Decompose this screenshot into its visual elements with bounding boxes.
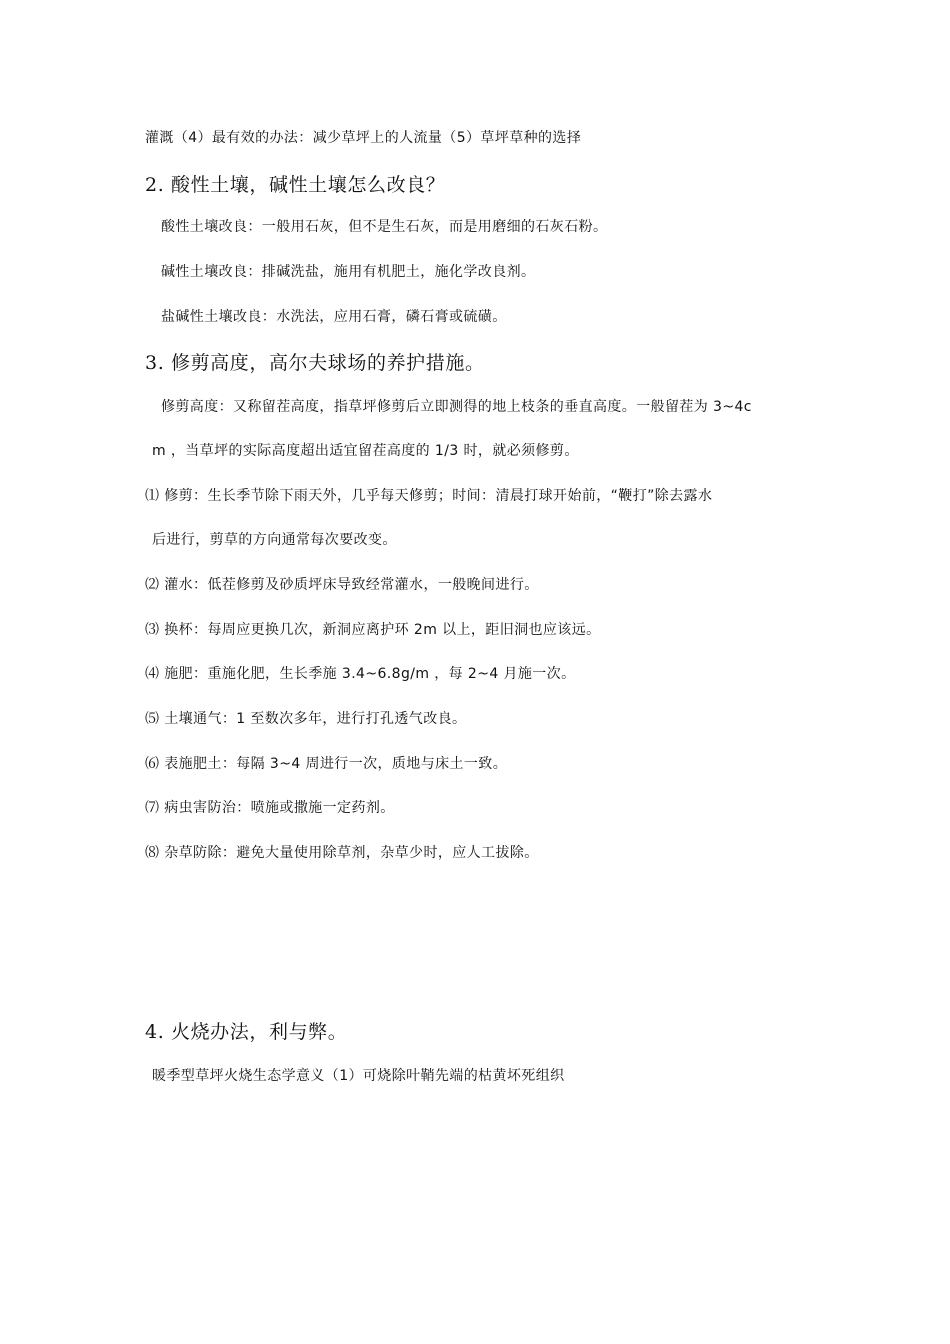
- section2-line-acid: 酸性土壤改良：一般用石灰，但不是生石灰，而是用磨细的石灰石粉。: [161, 219, 608, 235]
- section3-item4: ⑷ 施肥：重施化肥，生长季施 3.4~6.8g/m ，每 2~4 月施一次。: [145, 666, 576, 682]
- section3-item1-line1: ⑴ 修剪：生长季节除下雨天外，几乎每天修剪；时间：清晨打球开始前，“鞭打”除去露水: [145, 488, 713, 504]
- section2-heading: 2. 酸性土壤，碱性土壤怎么改良？: [145, 174, 446, 196]
- section3-definition-line2: m ，当草坪的实际高度超出适宜留茬高度的 1/3 时，就必须修剪。: [152, 443, 579, 459]
- section3-item1-line2: 后进行，剪草的方向通常每次要改变。: [152, 532, 397, 548]
- intro-line: 灌溉（4）最有效的办法：减少草坪上的人流量（5）草坪草种的选择: [145, 130, 582, 146]
- section2-line-alkali: 碱性土壤改良：排碱洗盐，施用有机肥土，施化学改良剂。: [161, 264, 536, 280]
- section3-heading: 3. 修剪高度，高尔夫球场的养护措施。: [145, 352, 485, 374]
- section3-definition-line1: 修剪高度：又称留茬高度，指草坪修剪后立即测得的地上枝条的垂直高度。一般留茬为 3~4c: [161, 399, 752, 415]
- section3-item2: ⑵ 灌水：低茬修剪及砂质坪床导致经常灌水，一般晚间进行。: [145, 577, 539, 593]
- section2-line-saline: 盐碱性土壤改良：水洗法，应用石膏，磷石膏或硫磺。: [161, 309, 507, 325]
- section3-item6: ⑹ 表施肥土：每隔 3~4 周进行一次，质地与床土一致。: [145, 756, 508, 772]
- section4-line1: 暖季型草坪火烧生态学意义（1）可烧除叶鞘先端的枯黄坏死组织: [152, 1068, 565, 1084]
- section3-item5: ⑸ 土壤通气：1 至数次多年，进行打孔透气改良。: [145, 711, 467, 727]
- section3-item7: ⑺ 病虫害防治：喷施或撒施一定药剂。: [145, 800, 395, 816]
- section4-heading: 4. 火烧办法，利与弊。: [145, 1021, 348, 1043]
- section3-item8: ⑻ 杂草防除：避免大量使用除草剂，杂草少时，应人工拔除。: [145, 845, 539, 861]
- section3-item3: ⑶ 换杯：每周应更换几次，新洞应离护环 2m 以上，距旧洞也应该远。: [145, 622, 601, 638]
